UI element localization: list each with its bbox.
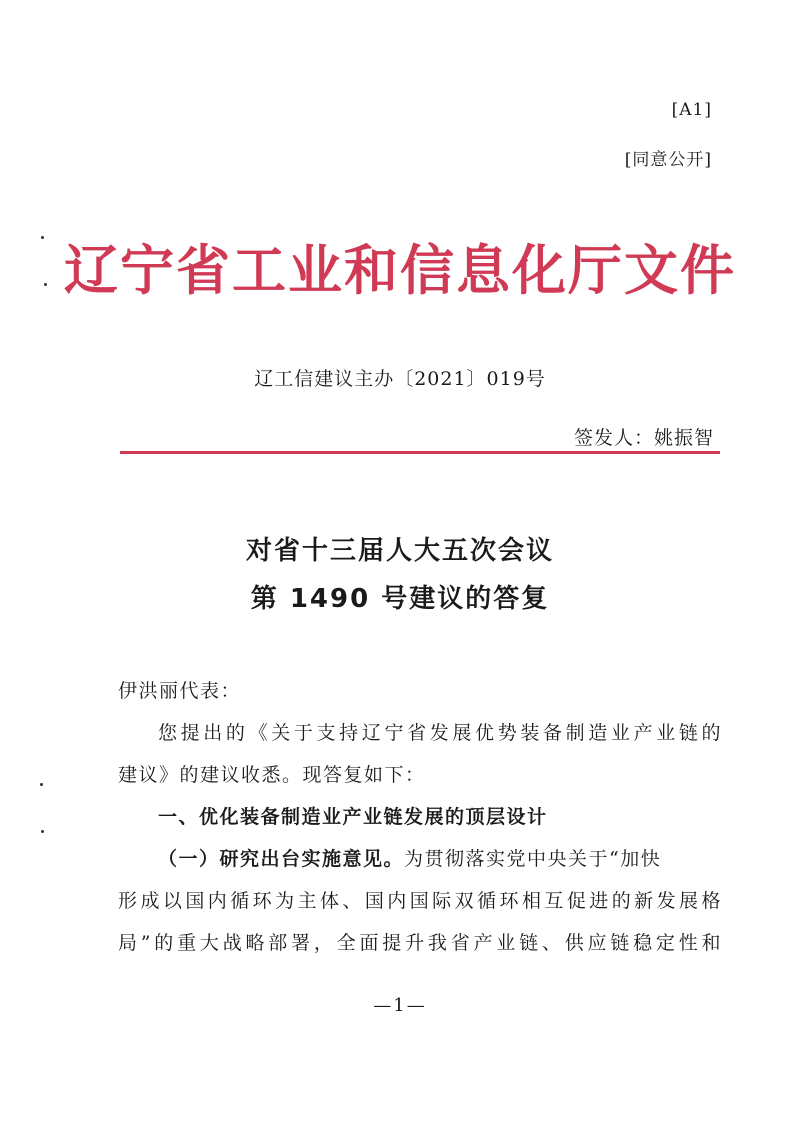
- paragraph-2-line-1-text: 为贯彻落实党中央关于“加快: [404, 848, 662, 870]
- disclosure-tag: [同意公开]: [624, 150, 712, 170]
- signer-line: 签发人：姚振智: [573, 427, 714, 449]
- subsection-title: （一）研究出台实施意见。: [158, 848, 405, 870]
- security-level-tag: [A1]: [671, 100, 712, 120]
- section-heading-1: 一、优化装备制造业产业链发展的顶层设计: [158, 806, 548, 828]
- scan-speck: [41, 830, 44, 833]
- scan-speck: [44, 283, 47, 286]
- document-title-line-2: 第 1490 号建议的答复: [250, 584, 550, 614]
- document-title-line-1: 对省十三届人大五次会议: [245, 536, 554, 566]
- paragraph-2-line-2: 形成以国内循环为主体、国内国际双循环相互促进的新发展格: [118, 890, 722, 912]
- salutation: 伊洪丽代表：: [118, 680, 242, 702]
- issuer-masthead: 辽宁省工业和信息化厅文件: [64, 239, 736, 302]
- paragraph-2-line-1: [118, 848, 722, 870]
- paragraph-1-line-1: 您提出的《关于支持辽宁省发展优势装备制造业产业链的: [158, 722, 722, 744]
- scan-speck: [40, 783, 43, 786]
- document-number: 辽工信建议主办〔2021〕019号: [254, 368, 546, 390]
- page-number: —1—: [373, 995, 427, 1016]
- paragraph-2-line-3: 局”的重大战略部署，全面提升我省产业链、供应链稳定性和: [118, 932, 722, 954]
- paragraph-1-line-2: 建议》的建议收悉。现答复如下：: [118, 764, 426, 786]
- red-separator-line: [120, 451, 720, 454]
- scan-speck: [41, 236, 44, 239]
